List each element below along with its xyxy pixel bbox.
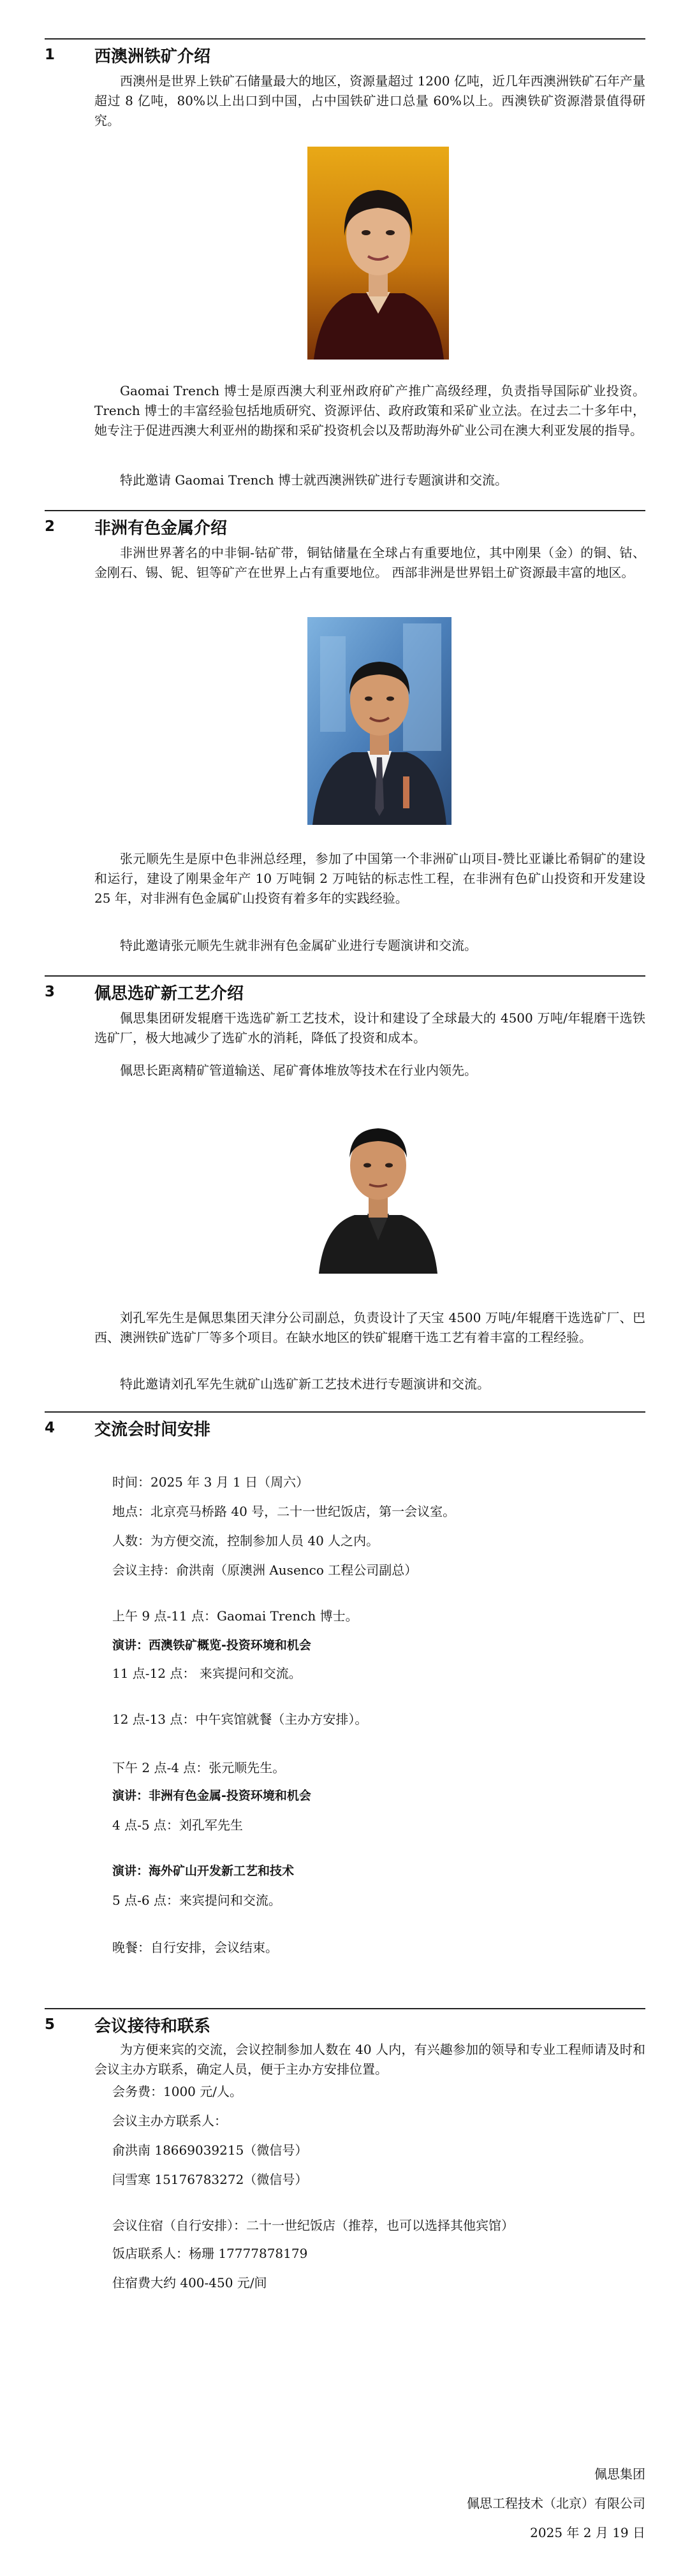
paragraph: 佩思集团研发辊磨干选选矿新工艺技术，设计和建设了全球最大的 4500 万吨/年辊磨干选铁选矿厂，极大地减少了选矿水的消耗，降低了投资和成本。: [94, 1010, 645, 1045]
section-5-header: [45, 2011, 210, 2039]
section-number: 5: [45, 2016, 55, 2033]
section-number: 4: [45, 1420, 55, 1436]
signature-date: 2025 年 2 月 19 日: [530, 2525, 645, 2540]
section-number: 3: [45, 984, 55, 1000]
schedule-talk-title: 演讲：非洲有色金属-投资环境和机会: [112, 1789, 311, 1803]
section-divider: [45, 38, 645, 40]
section-divider: [45, 975, 645, 977]
paragraph: 西澳州是世界上铁矿石储量最大的地区，资源量超过 1200 亿吨，近几年西澳洲铁矿石年产量超过 8 亿吨，80%以上出口到中国，占中国铁矿进口总量 60%以上。西澳铁矿资源潜景值得研究。: [94, 73, 645, 128]
paragraph: 张元顺先生是原中色非洲总经理，参加了中国第一个非洲矿山项目-赞比亚谦比希铜矿的建设和运行，建设了刚果金年产 10 万吨铜 2 万吨钴的标志性工程，在非洲有色矿山投资和开发建设 25 年，对非洲有色金属矿山投资有着多年的实践经验。: [94, 851, 645, 906]
section-2-header: [45, 513, 227, 541]
section-title: 佩思选矿新工艺介绍: [94, 984, 244, 1003]
paragraph: 刘孔军先生是佩思集团天津分公司副总，负责设计了天宝 4500 万吨/年辊磨干选选矿厂、巴西、澳洲铁矿选矿厂等多个项目。在缺水地区的铁矿辊磨干选工艺有着丰富的工程经验。: [94, 1310, 645, 1345]
portrait-photo-zhang: [307, 617, 451, 825]
section-divider: [45, 510, 645, 511]
schedule-time: 时间：2025 年 3 月 1 日（周六）: [112, 1474, 309, 1490]
paragraph: 特此邀请刘孔军先生就矿山选矿新工艺技术进行专题演讲和交流。: [120, 1376, 490, 1392]
portrait-photo-trench: [307, 147, 449, 360]
schedule-item: 上午 9 点-11 点：Gaomai Trench 博士。: [112, 1608, 358, 1624]
schedule-host: 会议主持：俞洪南（原澳洲 Ausenco 工程公司副总）: [112, 1562, 418, 1578]
section-number: 1: [45, 47, 55, 63]
paragraph: Gaomai Trench 博士是原西澳大利亚州政府矿产推广高级经理，负责指导国际矿业投资。Trench 博士的丰富经验包括地质研究、资源评估、政府政策和采矿业立法。在过去二十多年中，她专注于促进西澳大利亚州的勘探和采矿投资机会以及帮助海外矿业公司在澳大利亚发展的指导。: [94, 383, 645, 438]
contact-line: 会议主办方联系人：: [112, 2113, 227, 2128]
section-divider: [45, 2008, 645, 2009]
schedule-item: 5 点-6 点：来宾提问和交流。: [112, 1893, 281, 1908]
signature-company: 佩思工程技术（北京）有限公司: [467, 2496, 645, 2511]
schedule-location: 地点：北京亮马桥路 40 号，二十一世纪饭店，第一会议室。: [112, 1504, 456, 1519]
section-3-header: [45, 978, 244, 1006]
schedule-item: 晚餐：自行安排，会议结束。: [112, 1940, 278, 1955]
schedule-item: 4 点-5 点：刘孔军先生: [112, 1817, 243, 1833]
signature-org: 佩思集团: [594, 2466, 645, 2482]
portrait-photo-liu: [310, 1094, 446, 1274]
section-title: 交流会时间安排: [94, 1420, 211, 1439]
schedule-attendance: 人数：为方便交流，控制参加人员 40 人之内。: [112, 1533, 379, 1548]
schedule-item: 12 点-13 点：中午宾馆就餐（主办方安排）。: [112, 1712, 368, 1727]
contact-line: 住宿费大约 400-450 元/间: [112, 2275, 267, 2290]
paragraph: 为方便来宾的交流，会议控制参加人数在 40 人内，有兴趣参加的领导和专业工程师请及时和会议主办方联系，确定人员，便于主办方安排位置。: [94, 2042, 645, 2077]
contact-line: 会务费：1000 元/人。: [112, 2084, 242, 2099]
contact-line: 闫雪寒 15176783272（微信号）: [112, 2172, 308, 2187]
section-title: 会议接待和联系: [94, 2016, 211, 2036]
section-1-header: [45, 41, 210, 69]
paragraph: 特此邀请 Gaomai Trench 博士就西澳洲铁矿进行专题演讲和交流。: [120, 472, 508, 488]
section-divider: [45, 1411, 645, 1413]
section-4-header: [45, 1414, 210, 1442]
contact-line: 俞洪南 18669039215（微信号）: [112, 2143, 308, 2158]
section-number: 2: [45, 518, 55, 535]
schedule-item: 11 点-12 点： 来宾提问和交流。: [112, 1666, 302, 1681]
section-title: 西澳洲铁矿介绍: [94, 47, 211, 66]
contact-line: 会议住宿（自行安排）：二十一世纪饭店（推荐，也可以选择其他宾馆）: [112, 2218, 514, 2233]
paragraph: 非洲世界著名的中非铜-钴矿带，铜钴储量在全球占有重要地位，其中刚果（金）的铜、钴、金刚石、锡、铌、钽等矿产在世界上占有重要地位。 西部非洲是世界铝土矿资源最丰富的地区。: [94, 545, 645, 580]
paragraph: 特此邀请张元顺先生就非洲有色金属矿业进行专题演讲和交流。: [120, 938, 477, 953]
section-title: 非洲有色金属介绍: [94, 518, 228, 538]
contact-line: 饭店联系人：杨珊 17777878179: [112, 2246, 308, 2261]
schedule-talk-title: 演讲：西澳铁矿概览-投资环境和机会: [112, 1638, 311, 1652]
paragraph: 佩思长距离精矿管道输送、尾矿膏体堆放等技术在行业内领先。: [120, 1063, 477, 1078]
schedule-talk-title: 演讲：海外矿山开发新工艺和技术: [112, 1864, 295, 1878]
schedule-item: 下午 2 点-4 点：张元顺先生。: [112, 1760, 286, 1775]
